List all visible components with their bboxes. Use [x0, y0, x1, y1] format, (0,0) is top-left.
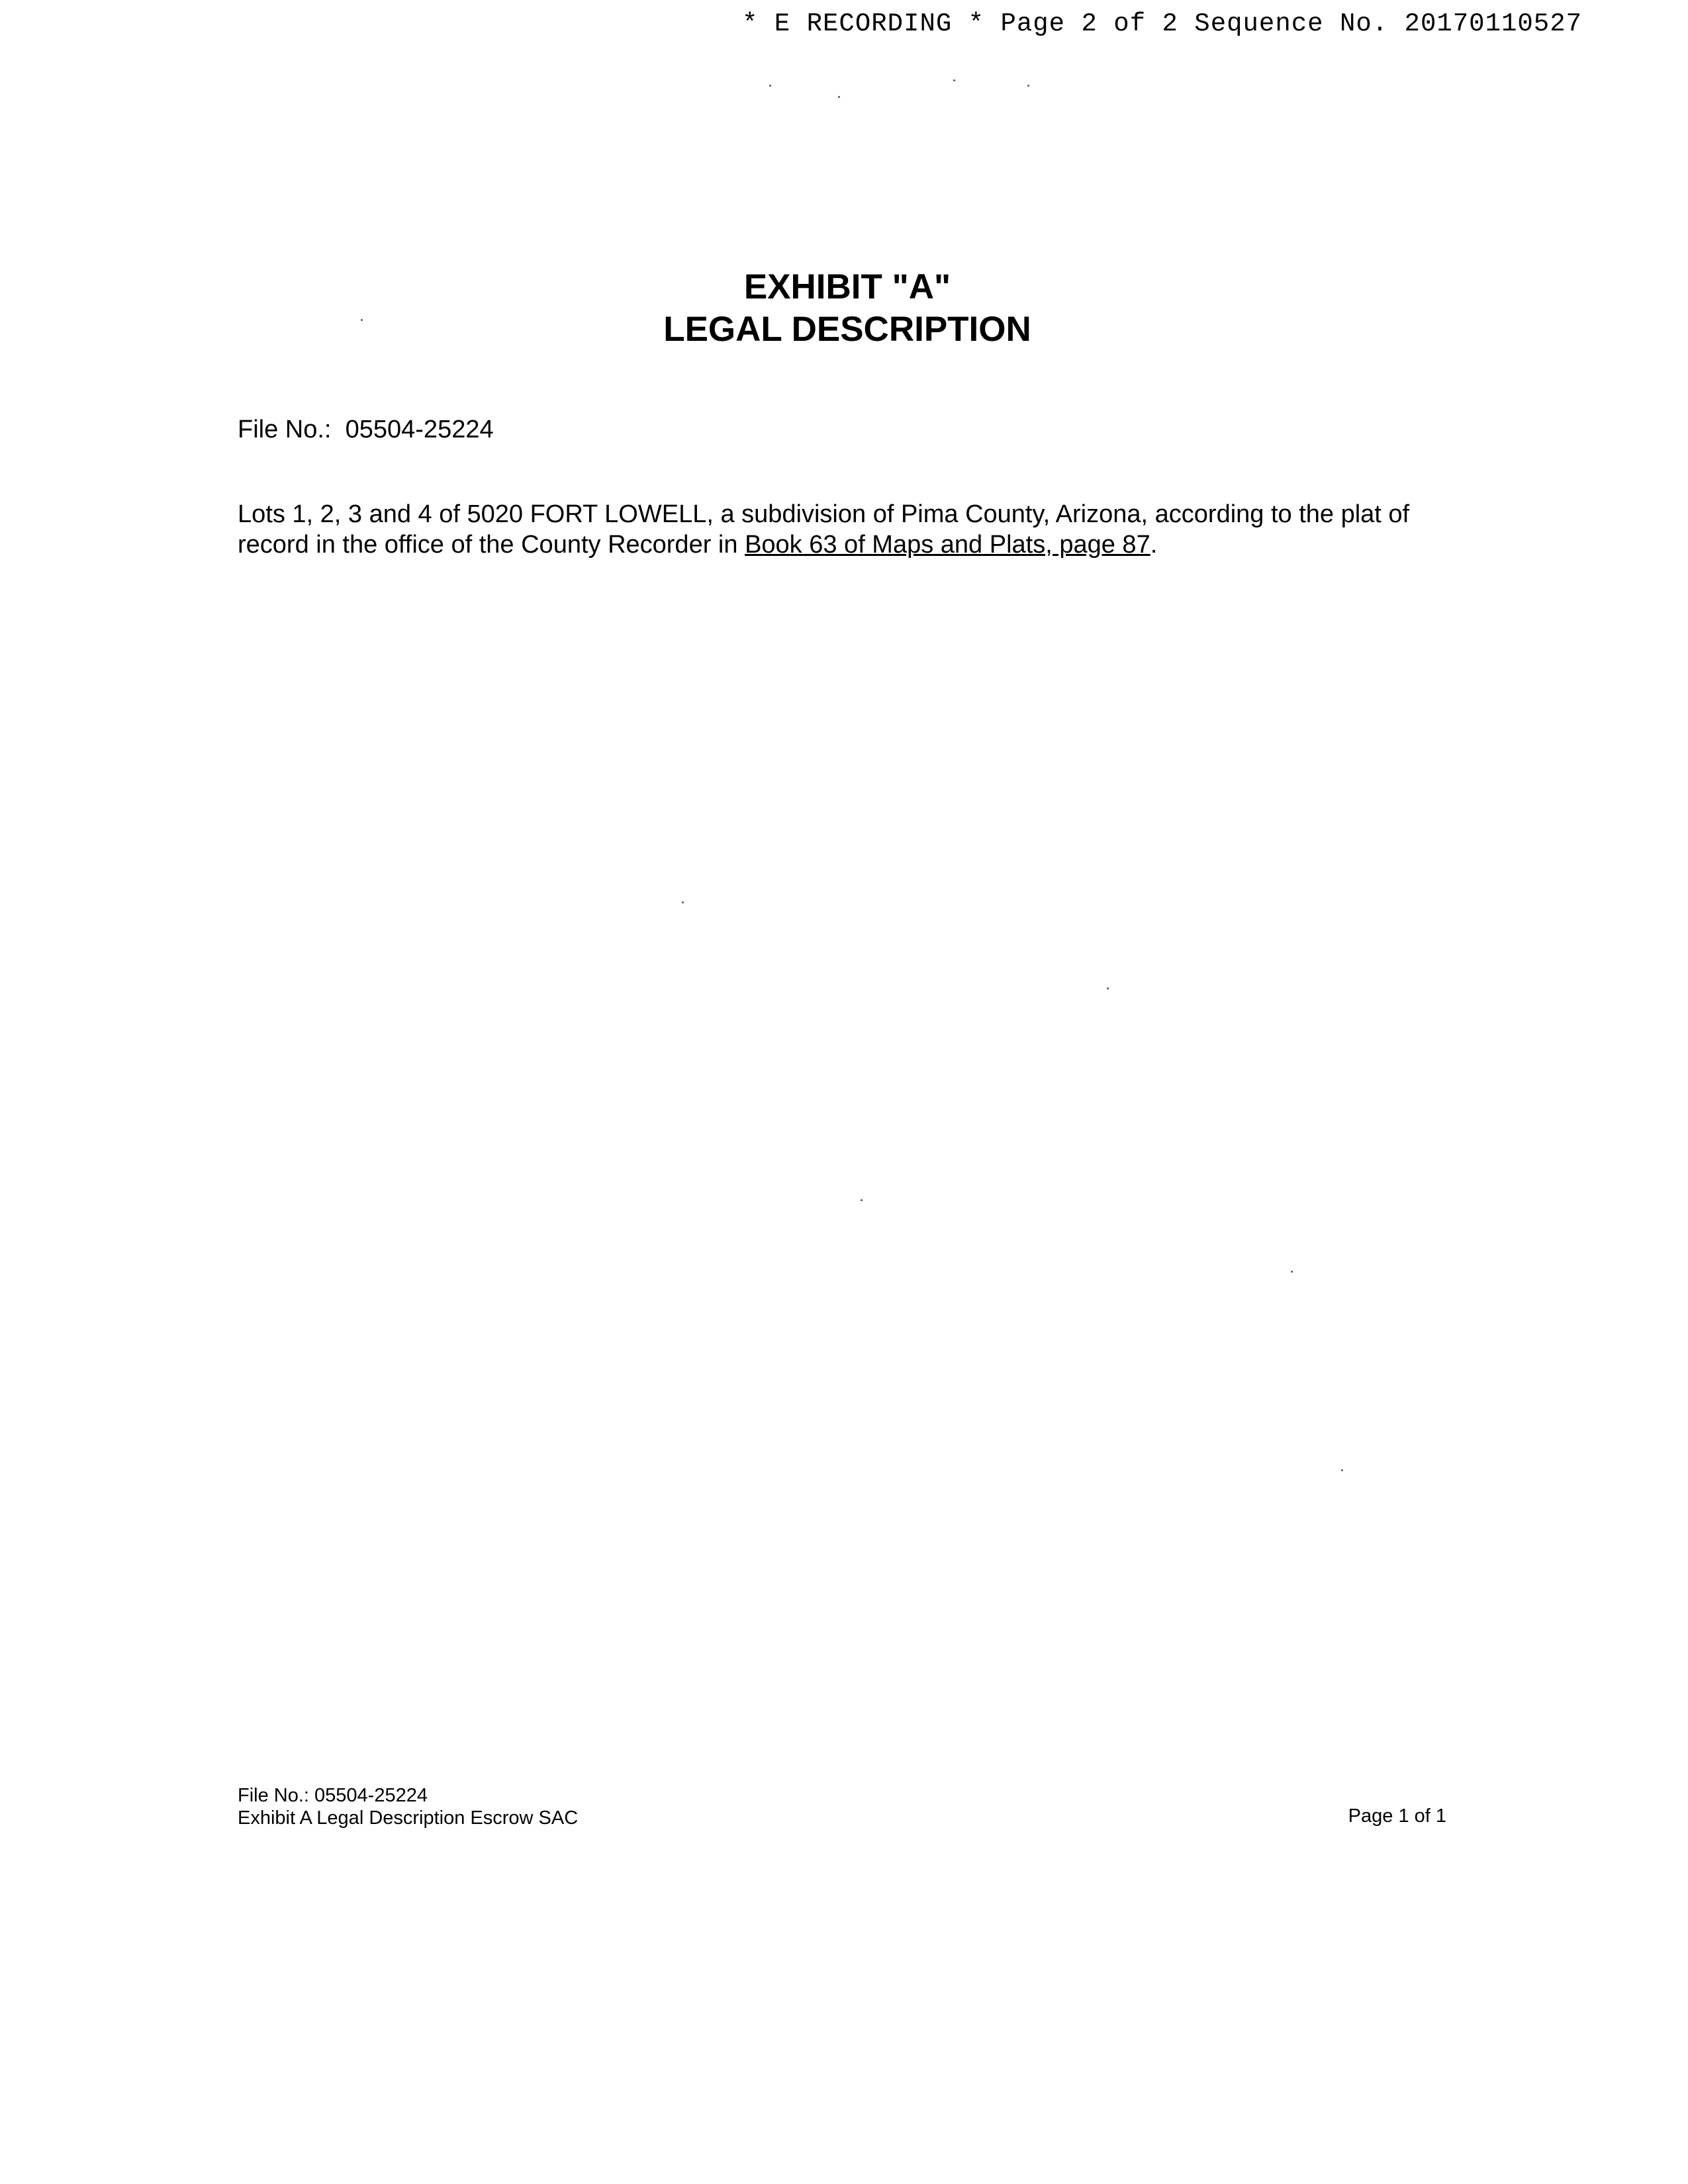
- scan-speck: [1027, 85, 1029, 87]
- legal-description-text: [238, 499, 1462, 560]
- footer-document-name: Exhibit A Legal Description Escrow SAC: [238, 1807, 579, 1829]
- file-number-label: File No.:: [238, 416, 332, 443]
- scan-speck: [861, 1199, 863, 1201]
- exhibit-title: [0, 266, 1688, 351]
- scan-speck: [1341, 1469, 1343, 1471]
- file-number-value: 05504-25224: [345, 416, 494, 443]
- legal-description-end: .: [1150, 531, 1158, 559]
- file-number: [238, 416, 494, 444]
- exhibit-heading: EXHIBIT "A": [743, 267, 951, 306]
- recording-stamp: * E RECORDING * Page 2 of 2 Sequence No. 20170110527: [742, 9, 1582, 38]
- plat-reference: Book 63 of Maps and Plats, page 87: [745, 531, 1150, 559]
- scan-speck: [769, 85, 771, 87]
- scan-speck: [953, 79, 955, 81]
- scan-speck: [838, 96, 840, 98]
- scan-speck: [361, 319, 363, 321]
- scan-speck: [1291, 1271, 1293, 1273]
- footer-file-number: File No.: 05504-25224: [238, 1785, 428, 1806]
- scan-speck: [682, 901, 684, 903]
- legal-description-heading: LEGAL DESCRIPTION: [663, 310, 1031, 349]
- scan-speck: [1107, 987, 1109, 989]
- footer-left: [238, 1784, 578, 1829]
- legal-description-main: Lots 1, 2, 3 and 4 of 5020 FORT LOWELL, a subdivision of Pima County, Arizona, according to the plat of record in the office of the County Recorder in: [238, 500, 1410, 559]
- footer-page-number: Page 1 of 1: [1348, 1805, 1446, 1827]
